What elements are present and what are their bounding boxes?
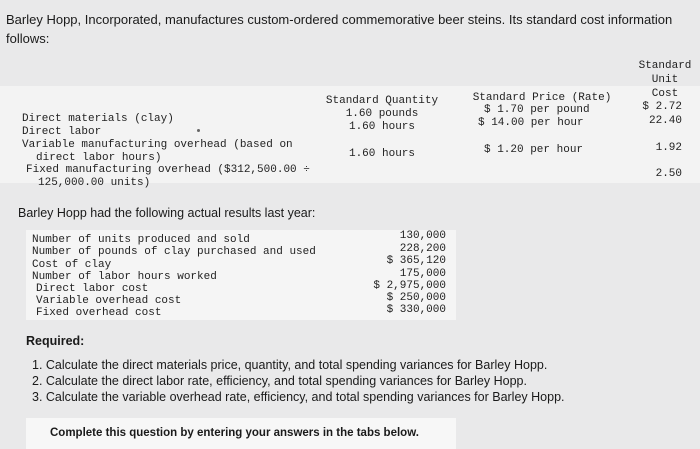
row-unit-cost: 2.50 (655, 168, 682, 180)
row-quantity: 1.60 hours (348, 148, 415, 160)
actual-value: 175,000 (399, 268, 446, 280)
actual-value: $ 2,975,000 (373, 280, 446, 292)
header-unit-cost-2: Unit (651, 74, 679, 86)
row-unit-cost: $ 2.72 (642, 101, 682, 113)
actual-value: $ 250,000 (386, 292, 446, 304)
row-label: Variable manufacturing overhead (based on (22, 139, 293, 151)
actual-value: $ 330,000 (386, 304, 446, 316)
required-item: 3. Calculate the variable overhead rate, efficiency, and total spending variances for Barley Hopp. (32, 390, 565, 404)
row-price: $ 1.70 per pound (484, 104, 590, 116)
row-quantity: 1.60 pounds (345, 108, 419, 120)
actual-results-intro: Barley Hopp had the following actual results last year: (18, 206, 316, 220)
actual-label: Cost of clay (32, 259, 112, 271)
row-label: Direct materials (clay) (22, 113, 174, 125)
intro-text: Barley Hopp, Incorporated, manufactures custom-ordered commemorative beer steins. Its standard cost information follows: (6, 12, 673, 46)
row-quantity: 1.60 hours (348, 121, 415, 133)
row-unit-cost: 1.92 (655, 142, 682, 154)
actual-label: Number of labor hours worked (32, 271, 217, 283)
header-unit-cost-3: Cost (651, 88, 679, 100)
actual-value: $ 365,120 (386, 255, 446, 267)
row-price: $ 14.00 per hour (478, 117, 584, 129)
instruction-box (26, 418, 456, 449)
actual-value: 228,200 (399, 243, 446, 255)
header-standard-price: Standard Price (Rate) (472, 92, 612, 104)
row-label: Fixed manufacturing overhead ($312,500.00 ÷ (26, 164, 310, 176)
row-label: Direct labor (22, 126, 102, 138)
stray-dot (197, 129, 200, 132)
required-heading: Required: (26, 334, 85, 348)
row-label-continued: direct labor hours) (36, 152, 162, 164)
actual-label: Fixed overhead cost (36, 307, 162, 319)
row-label-continued: 125,000.00 units) (38, 177, 151, 189)
row-price: $ 1.20 per hour (484, 144, 584, 156)
header-standard-quantity: Standard Quantity (325, 95, 439, 107)
actual-label: Number of units produced and sold (32, 234, 250, 246)
row-unit-cost: 22.40 (648, 115, 682, 127)
required-list (32, 357, 565, 405)
actual-label: Direct labor cost (36, 283, 149, 295)
actual-label: Variable overhead cost (36, 295, 182, 307)
actual-value: 130,000 (399, 230, 446, 242)
header-unit-cost-1: Standard (638, 60, 692, 72)
required-item: 1. Calculate the direct materials price, quantity, and total spending variances for Barley Hopp. (32, 358, 548, 372)
actual-label: Number of pounds of clay purchased and used (32, 246, 316, 258)
instruction-text: Complete this question by entering your answers in the tabs below. (50, 427, 419, 439)
required-item: 2. Calculate the direct labor rate, efficiency, and total spending variances for Barley Hopp. (32, 374, 527, 388)
